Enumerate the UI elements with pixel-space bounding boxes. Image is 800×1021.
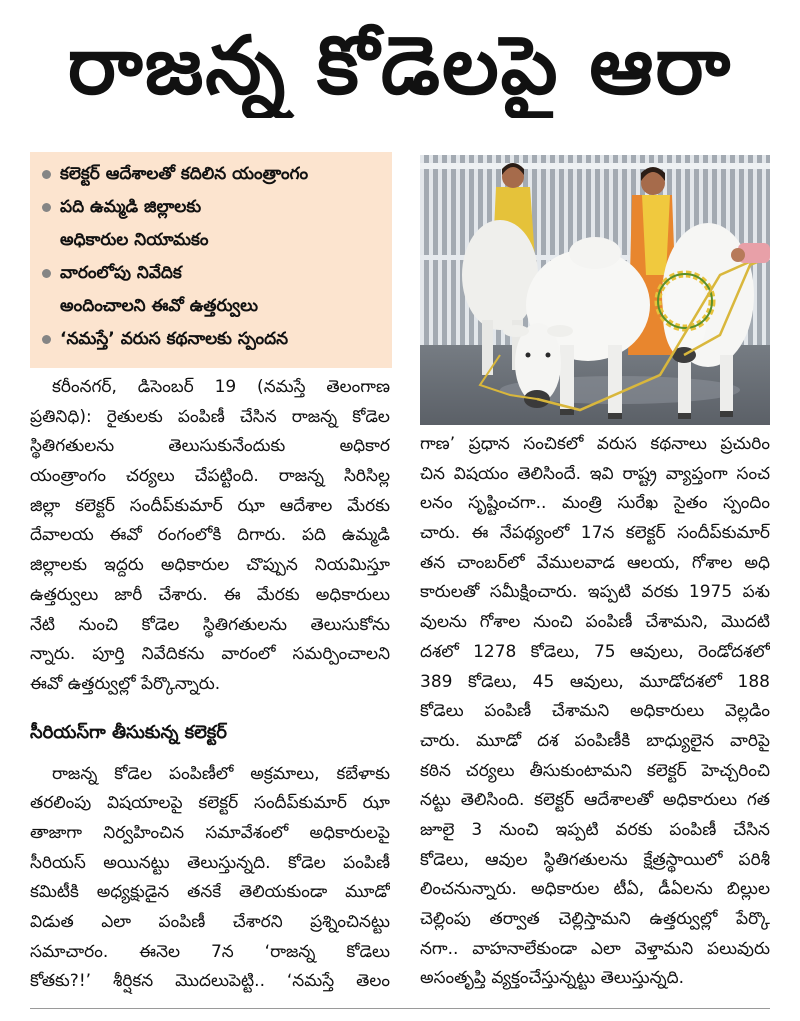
highlight-line: అందించాలని ఈవో ఉత్తర్వులు: [60, 296, 259, 316]
text-line: అసంతృప్తి వ్యక్తంచేస్తున్నట్టు తెలుస్తున్నది.: [420, 968, 684, 989]
bullet-icon: [42, 269, 51, 278]
barricade-rail: [420, 163, 770, 169]
text-line: గాణ’ ప్రధాన సంచికలో వరుస కథనాలు ప్రచురిం: [420, 434, 770, 454]
text-line: కోతకు?!’ శీర్షికన మొదలుపెట్టి.. ‘నమస్తే తెలం: [30, 971, 390, 992]
text-line: నగా.. వాహనాలేకుండా ఎలా వెళ్తామని పలువురు: [420, 938, 770, 959]
text-line: ఉత్తర్వులు జారీ చేశారు. ఈ మేరకు అధికారులు: [30, 584, 390, 605]
text-line: చారు. ఈ నేపథ్యంలో 17న కలెక్టర్ సందీప్‌కుమార్: [420, 523, 770, 544]
text-line: నేటి నుంచి కోడెల స్థితిగతులను తెలుసుకోను: [30, 614, 390, 635]
text-line: చారు. మూడో దశ పంపిణీకి బాధ్యులైన వారిపై: [420, 730, 770, 751]
photo-scene: [420, 155, 770, 425]
bottom-rule: [30, 1008, 770, 1009]
bullet-icon: [42, 170, 51, 179]
text-line: ఈవో ఉత్తర్వుల్లో పేర్కొన్నారు.: [30, 673, 221, 694]
text-line: ప్రతినిధి): రైతులకు పంపిణీ చేసిన రాజన్న కోడెల: [30, 406, 390, 427]
text-line: స్థితిగతులను తెలుసుకునేందుకు అధికార: [30, 436, 390, 457]
text-line: కమిటీకి అధ్యక్షుడైన తనకే తెలియకుండా మూడో: [30, 882, 390, 903]
text-line: లించనున్నారు. అధికారుల టీఏ, డీఏలను బిల్లుల: [420, 879, 770, 900]
text-line: సమాచారం. ఈనెల 7న ‘రాజన్న కోడెలు: [30, 941, 390, 962]
text-line: జూలై 3 నుంచి ఇప్పటి వరకు పంపిణీ చేసిన: [420, 819, 770, 840]
text-line: కోడెలు, ఆవుల స్థితిగతులను క్షేత్రస్థాయిలో పరిశీ: [420, 849, 770, 870]
text-line: వులను గోశాల నుంచి పంపిణీ చేశామని, మొదటి: [420, 612, 770, 633]
text-line: తాజాగా నిర్వహించిన సమావేశంలో అధికారులపై: [30, 822, 390, 843]
news-photo: [420, 155, 770, 425]
highlight-line: అధికారుల నియామకం: [60, 230, 209, 250]
highlight-item: [30, 191, 392, 257]
text-line: దేవాలయ ఈవో రంగంలోకి దిగారు. పది ఉమ్మడి: [30, 525, 390, 546]
article-column-right: [420, 430, 770, 1005]
highlights-box: [30, 152, 392, 368]
text-line: కారులతో సమీక్షించారు. ఇప్పటి వరకు 1975 పశు: [420, 582, 770, 603]
highlight-line: పది ఉమ్మడి జిల్లాలకు: [60, 197, 202, 217]
article-paragraph-1: [30, 373, 390, 700]
text-line: చిన విషయం తెలిసిందే. ఇవి రాష్ట్ర వ్యాప్తంగా సంచ: [420, 463, 770, 484]
hand: [731, 248, 745, 262]
text-line: దశలో 1278 కోడెలు, 75 ఆవులు, రెండోదశలో: [420, 641, 770, 662]
text-line: న్నారు. పూర్తి నివేదికను వారంలో సమర్పించాలని: [30, 644, 390, 665]
text-line: కఠిన చర్యలు తీసుకుంటామని కలెక్టర్ హెచ్చరించి: [420, 760, 770, 781]
article-column-left: [30, 373, 390, 1013]
text-line: లనం సృష్టించగా.. మంత్రి సురేఖ సైతం స్పందిం: [420, 493, 770, 514]
text-line: సీరియస్ అయినట్టు తెలుస్తున్నది. కోడెల పంపిణీ: [30, 852, 390, 873]
text-line: చెల్లింపు తర్వాత చెల్లిస్తామని ఉత్తర్వుల్లో పేర్కొ: [420, 909, 770, 929]
article-paragraph-2: [30, 760, 390, 998]
highlight-item: [30, 323, 392, 356]
text-line: జిల్లా కలెక్టర్ సందీప్‌కుమార్ ఝా ఆదేశాల మేరకు: [30, 495, 390, 516]
highlight-item: [30, 158, 392, 191]
text-line: యంత్రాంగం చర్యలు చేపట్టింది. రాజన్న సిరిసిల్ల: [30, 466, 390, 487]
text-line: తన చాంబర్‌లో వేములవాడ ఆలయ, గోశాల అధి: [420, 552, 770, 573]
headline: రాజన్న కోడెలపై ఆరా: [67, 19, 733, 112]
text-line: రాజన్న కోడెల పంపిణీలో అక్రమాలు, కబేళాకు: [52, 763, 390, 784]
article-subheading: సీరియస్‌గా తీసుకున్న కలెక్టర్: [30, 721, 227, 743]
highlight-line: వారంలోపు నివేదిక: [60, 263, 182, 283]
text-line: నట్టు తెలిసింది. కలెక్టర్ ఆదేశాలతో అధికారులు గత: [420, 790, 770, 811]
highlight-line: ‘నమస్తే’ వరుస కథనాలకు స్పందన: [60, 329, 289, 349]
text-line: విడుత ఎలా పంపిణీ చేశారని ప్రశ్నించినట్టు: [30, 912, 390, 932]
text-line: 389 కోడెలు, 45 ఆవులు, మూడోదశలో 188: [420, 671, 770, 692]
bullet-icon: [42, 203, 51, 212]
text-line: జిల్లాలకు ఇద్దరు అధికారుల చొప్పున నియమిస్తూ: [30, 555, 390, 576]
text-line: కోడెలు పంపిణీ చేశామని అధికారులు వెల్లడిం: [420, 701, 770, 722]
bullet-icon: [42, 335, 51, 344]
text-line: కరీంనగర్, డిసెంబర్ 19 (నమస్తే తెలంగాణ: [52, 377, 390, 397]
highlight-item: [30, 257, 392, 323]
text-line: తరలింపు విషయాలపై కలెక్టర్ సందీప్‌కుమార్ ఝా: [30, 793, 390, 814]
highlight-line: కలెక్టర్ ఆదేశాలతో కదిలిన యంత్రాంగం: [60, 164, 309, 184]
